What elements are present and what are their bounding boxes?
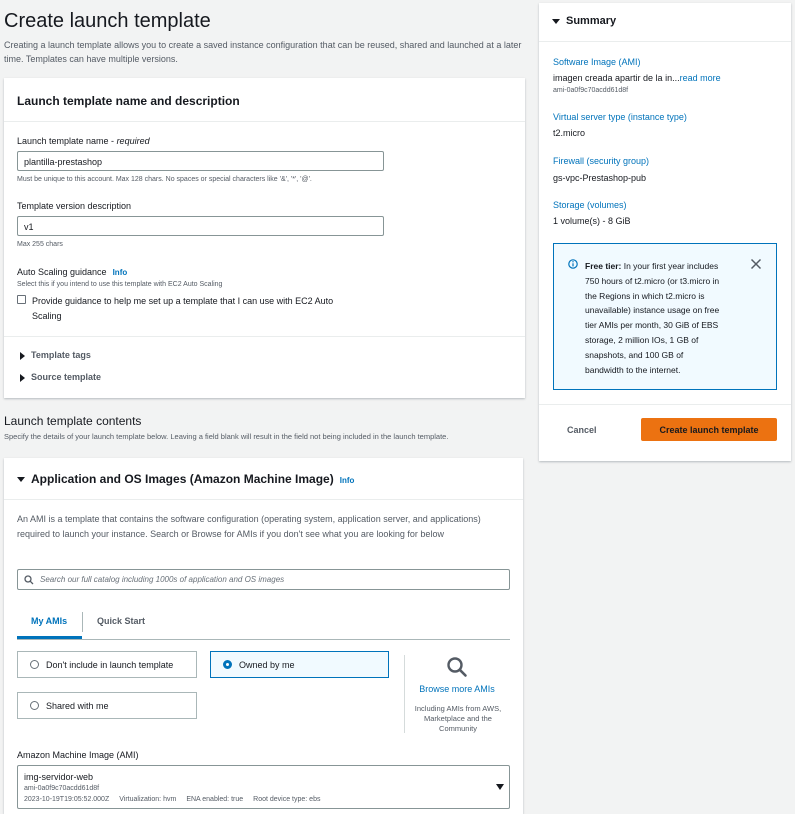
summary-storage-label[interactable]: Storage (volumes) xyxy=(553,200,627,210)
caret-down-icon xyxy=(552,19,560,24)
option-shared-with-me[interactable]: Shared with me xyxy=(17,692,197,719)
summary-firewall-value: gs-vpc-Prestashop-pub xyxy=(553,173,647,183)
asg-guidance-label: Auto Scaling guidance Info xyxy=(17,267,128,277)
radio-shared-with-me[interactable] xyxy=(30,701,39,710)
version-description-label: Template version description xyxy=(17,201,132,211)
asg-info-link[interactable]: Info xyxy=(112,268,128,277)
ami-panel-toggle[interactable]: Application and OS Images (Amazon Machine Image) Info xyxy=(17,472,354,486)
template-tags-toggle[interactable]: Template tags xyxy=(20,350,91,360)
browse-more-amis-link[interactable]: Browse more AMIs xyxy=(419,684,495,694)
divider xyxy=(4,336,525,337)
cancel-button[interactable]: Cancel xyxy=(567,425,597,435)
ami-select-label: Amazon Machine Image (AMI) xyxy=(17,750,139,760)
read-more-link[interactable]: read more xyxy=(679,73,721,83)
ami-select-name: img-servidor-web xyxy=(24,772,94,782)
summary-software-image-id: ami-0a0f9c70acdd61d8f xyxy=(553,87,629,94)
browse-more-description: Including AMIs from AWS, Marketplace and the Community xyxy=(414,704,502,733)
template-name-input[interactable]: plantilla-prestashop xyxy=(17,151,384,171)
summary-storage-value: 1 volume(s) - 8 GiB xyxy=(553,216,631,226)
search-icon xyxy=(24,575,34,585)
chevron-down-icon xyxy=(496,784,504,790)
asg-guidance-checkbox[interactable] xyxy=(17,295,26,304)
tab-my-amis[interactable]: My AMIs xyxy=(31,616,68,626)
summary-panel xyxy=(539,3,791,461)
radio-owned-by-me[interactable] xyxy=(223,660,232,669)
divider xyxy=(539,41,791,42)
ami-select[interactable] xyxy=(17,765,510,809)
contents-title: Launch template contents xyxy=(4,414,142,428)
free-tier-text: Free tier: In your first year includes 750 hours of t2.micro (or t3.micro in the Regions in which t2.micro is unavailable) instance usage on free tier AMIs per month, 30 GiB of EBS storage, 2 million IOs, 1 GB of snapshots, and 100 GB of bandwidth to the internet. xyxy=(585,261,720,375)
template-name-hint: Must be unique to this account. Max 128 chars. No spaces or special characters like '&', '*', '@'. xyxy=(17,176,312,183)
free-tier-alert xyxy=(553,243,777,390)
ami-search-placeholder: Search our full catalog including 1000s of application and OS images xyxy=(40,575,285,584)
create-launch-template-button[interactable]: Create launch template xyxy=(641,418,777,441)
ami-select-meta: 2023-10-19T19:05:52.000Z Virtualization: hvm ENA enabled: true Root device type: ebs xyxy=(24,796,321,803)
summary-instance-type-label[interactable]: Virtual server type (instance type) xyxy=(553,112,687,122)
asg-guidance-hint: Select this if you intend to use this template with EC2 Auto Scaling xyxy=(17,281,223,288)
ami-description: An AMI is a template that contains the software configuration (operating system, application server, and applications) required to launch your instance. Search or Browse for AMIs if you don't see what you are looking for below xyxy=(17,514,481,539)
caret-right-icon xyxy=(20,352,25,360)
summary-instance-type-value: t2.micro xyxy=(553,128,586,138)
ami-search-input[interactable] xyxy=(17,569,510,590)
search-icon[interactable] xyxy=(446,656,468,678)
summary-software-image-label[interactable]: Software Image (AMI) xyxy=(553,57,641,67)
name-panel xyxy=(4,78,525,398)
page-description: Creating a launch template allows you to create a saved instance configuration that can be reused, shared and launched at a later time. Templates can have multiple versions. xyxy=(4,40,522,64)
tab-quick-start[interactable]: Quick Start xyxy=(97,616,146,626)
caret-down-icon xyxy=(17,477,25,482)
page-title: Create launch template xyxy=(4,10,211,32)
summary-software-image-value: imagen creada apartir de la in...read more xyxy=(553,73,721,83)
divider xyxy=(4,499,523,500)
radio-dont-include[interactable] xyxy=(30,660,39,669)
ami-info-link[interactable]: Info xyxy=(339,476,355,485)
ami-panel xyxy=(4,458,523,814)
option-dont-include[interactable]: Don't include in launch template xyxy=(17,651,197,678)
template-name-label: Launch template name - required xyxy=(17,136,150,146)
tabs-underline xyxy=(17,639,510,640)
info-circle-icon xyxy=(568,259,578,269)
option-owned-by-me[interactable]: Owned by me xyxy=(210,651,389,678)
caret-right-icon xyxy=(20,374,25,382)
summary-firewall-label[interactable]: Firewall (security group) xyxy=(553,156,650,166)
tab-separator xyxy=(82,612,83,632)
name-panel-title: Launch template name and description xyxy=(17,94,240,108)
source-template-toggle[interactable]: Source template xyxy=(20,372,101,382)
summary-toggle[interactable]: Summary xyxy=(552,15,616,27)
asg-guidance-checkbox-label: Provide guidance to help me set up a template that I can use with EC2 Auto Scaling xyxy=(32,296,334,321)
ami-select-id: ami-0a0f9c70acdd61d8f xyxy=(24,785,100,792)
version-description-input[interactable]: v1 xyxy=(17,216,384,236)
browse-separator xyxy=(404,655,405,733)
contents-description: Specify the details of your launch template below. Leaving a field blank will result in the field not being included in the launch template. xyxy=(4,432,449,441)
divider xyxy=(4,121,525,122)
close-icon[interactable] xyxy=(750,258,762,270)
divider xyxy=(539,404,791,405)
version-description-hint: Max 255 chars xyxy=(17,241,63,248)
